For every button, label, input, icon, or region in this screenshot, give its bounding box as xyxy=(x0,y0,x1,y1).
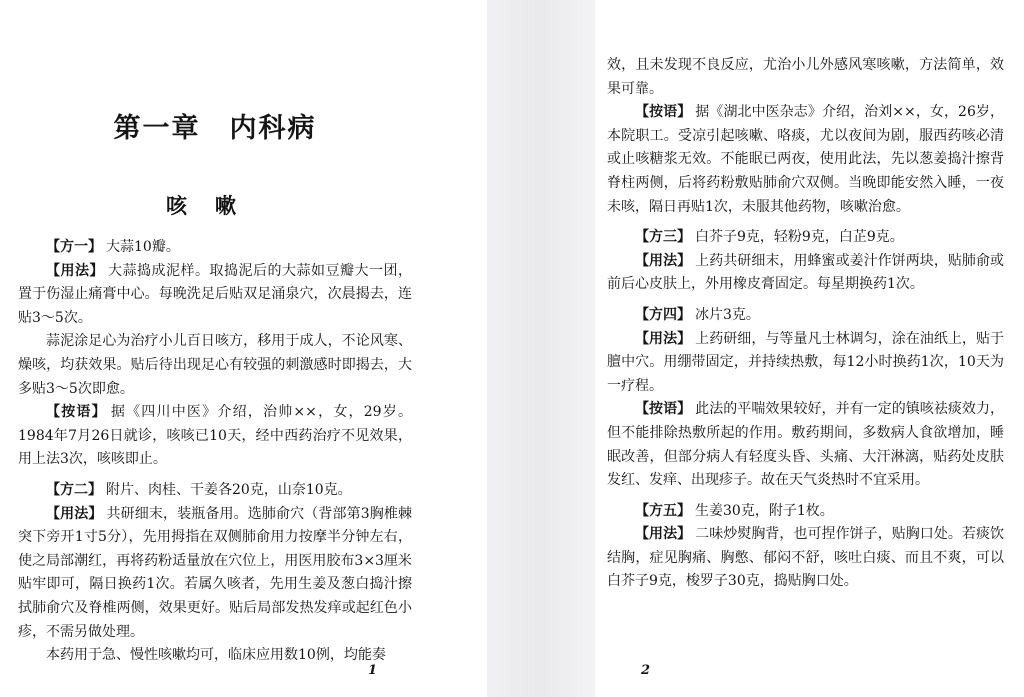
left-page-body xyxy=(18,236,412,668)
left-paragraph xyxy=(18,330,412,401)
page-number: 1 xyxy=(368,663,378,678)
page-gutter xyxy=(487,0,595,697)
paragraph-text: 附片、肉桂、干姜各20克，山奈10克。 xyxy=(106,481,352,498)
paragraph-label: 【方四】 xyxy=(635,306,691,323)
right-page-body xyxy=(607,54,1004,594)
paragraph-label: 【用法】 xyxy=(635,526,692,543)
paragraph-label: 【按语】 xyxy=(635,104,692,121)
right-paragraph xyxy=(607,101,1004,219)
left-paragraph xyxy=(18,479,412,503)
right-paragraph xyxy=(607,54,1004,101)
paragraph-text: 生姜30克，附子1枚。 xyxy=(695,502,834,519)
paragraph-text: 本药用于急、慢性咳嗽均可，临床应用数10例，均能奏 xyxy=(46,647,386,664)
paragraph-text: 上药研细，与等量凡士林调匀，涂在油纸上，贴于膻中穴。用绷带固定，并持续热敷，每12小时换药1次，10天为一疗程。 xyxy=(607,330,1005,394)
left-paragraph xyxy=(18,260,412,331)
paragraph-text: 蒜泥涂足心为治疗小儿百日咳方，移用于成人，不论风寒、燥咳，均获效果。贴后待出现足心有较强的刺激感时即揭去，大多贴3～5次即愈。 xyxy=(18,333,412,397)
left-page xyxy=(0,0,487,697)
paragraph-label: 【用法】 xyxy=(46,262,104,279)
paragraph-label: 【方一】 xyxy=(46,239,102,255)
paragraph-label: 【按语】 xyxy=(46,404,107,421)
page-number: 2 xyxy=(641,663,651,678)
paragraph-text: 大蒜捣成泥样。取捣泥后的大蒜如豆瓣大一团，置于伤湿止痛膏中心。每晚洗足后贴双足涌泉穴，次晨揭去，连贴3～5次。 xyxy=(18,262,412,326)
left-paragraph xyxy=(18,644,412,668)
left-paragraph xyxy=(18,503,412,645)
paragraph-text: 此法的平喘效果较好，并有一定的镇咳祛痰效力，但不能排除热敷所起的作用。敷药期间，多数病人食欲增加，睡眠改善，但部分病人有轻度头昏、头痛、大汗淋漓，贴药处皮肤发红、发痒、出现疹子。故在天气炎热时不宜采用。 xyxy=(607,401,1005,489)
paragraph-text: 效，且未发现不良反应，尤治小儿外感风寒咳嗽，方法简单，效果可靠。 xyxy=(607,57,1004,97)
right-paragraph xyxy=(607,500,1004,524)
left-paragraph xyxy=(18,236,412,260)
paragraph-text: 白芥子9克，轻粉9克，白芷9克。 xyxy=(695,229,904,246)
paragraph-text: 冰片3克。 xyxy=(695,306,760,323)
paragraph-text: 据《四川中医》介绍，治帅××，女，29岁。1984年7月26日就诊，咳咳已10天，经中西药治疗不见效果，用上法3次，咳咳即止。 xyxy=(18,404,412,468)
paragraph-label: 【方二】 xyxy=(46,481,102,498)
chapter-title: 第一章 内科病 xyxy=(113,113,317,144)
paragraph-label: 【用法】 xyxy=(635,252,692,269)
paragraph-label: 【用法】 xyxy=(635,330,692,347)
paragraph-label: 【用法】 xyxy=(46,505,103,522)
section-title: 咳嗽 xyxy=(166,193,264,218)
paragraph-label: 【按语】 xyxy=(635,401,692,418)
paragraph-label: 【方五】 xyxy=(635,502,691,519)
paragraph-label: 【方三】 xyxy=(635,229,691,246)
paragraph-text: 共研细末，装瓶备用。选肺俞穴（背部第3胸椎棘突下旁开1寸5分），先用拇指在双侧肺俞用力按摩半分钟左右，使之局部潮红，再将药粉适量放在穴位上，用医用胶布3×3厘米贴牢即可，隔日换药1次。若属久咳者，先用生姜及葱白捣汁擦拭肺俞穴及脊椎两侧，效果更好。贴后局部发热发痒或起红色小疹，不需另做处理。 xyxy=(18,505,413,640)
right-page xyxy=(595,0,1024,697)
paragraph-text: 据《湖北中医杂志》介绍，治刘××，女，26岁，本院职工。受凉引起咳嗽、咯痰，尤以夜间为剧，服西药咳必清或止咳糖浆无效。不能眠已两夜，使用此法，先以葱姜捣汁擦背脊柱两侧，后将药粉敷贴肺俞穴双侧。当晚即能安然入睡，一夜未咳，隔日再贴1次，未服其他药物，咳嗽治愈。 xyxy=(607,104,1005,215)
right-paragraph xyxy=(607,328,1004,399)
right-paragraph xyxy=(607,304,1004,328)
right-paragraph xyxy=(607,523,1004,594)
right-paragraph xyxy=(607,398,1004,492)
right-paragraph xyxy=(607,226,1004,250)
paragraph-text: 二味炒熨胸背，也可捏作饼子，贴胸口处。若痰饮结胸，症见胸痛、胸憋、郁闷不舒，咳吐白痰、而且不爽，可以白芥子9克，梭罗子30克，捣贴胸口处。 xyxy=(607,526,1005,590)
left-paragraph xyxy=(18,401,412,472)
paragraph-text: 上药共研细末，用蜂蜜或姜汁作饼两块，贴肺俞或前后心皮肤上，外用橡皮膏固定。每星期换药1次。 xyxy=(607,252,1005,293)
paragraph-text: 大蒜10瓣。 xyxy=(106,239,180,255)
right-paragraph xyxy=(607,250,1004,297)
